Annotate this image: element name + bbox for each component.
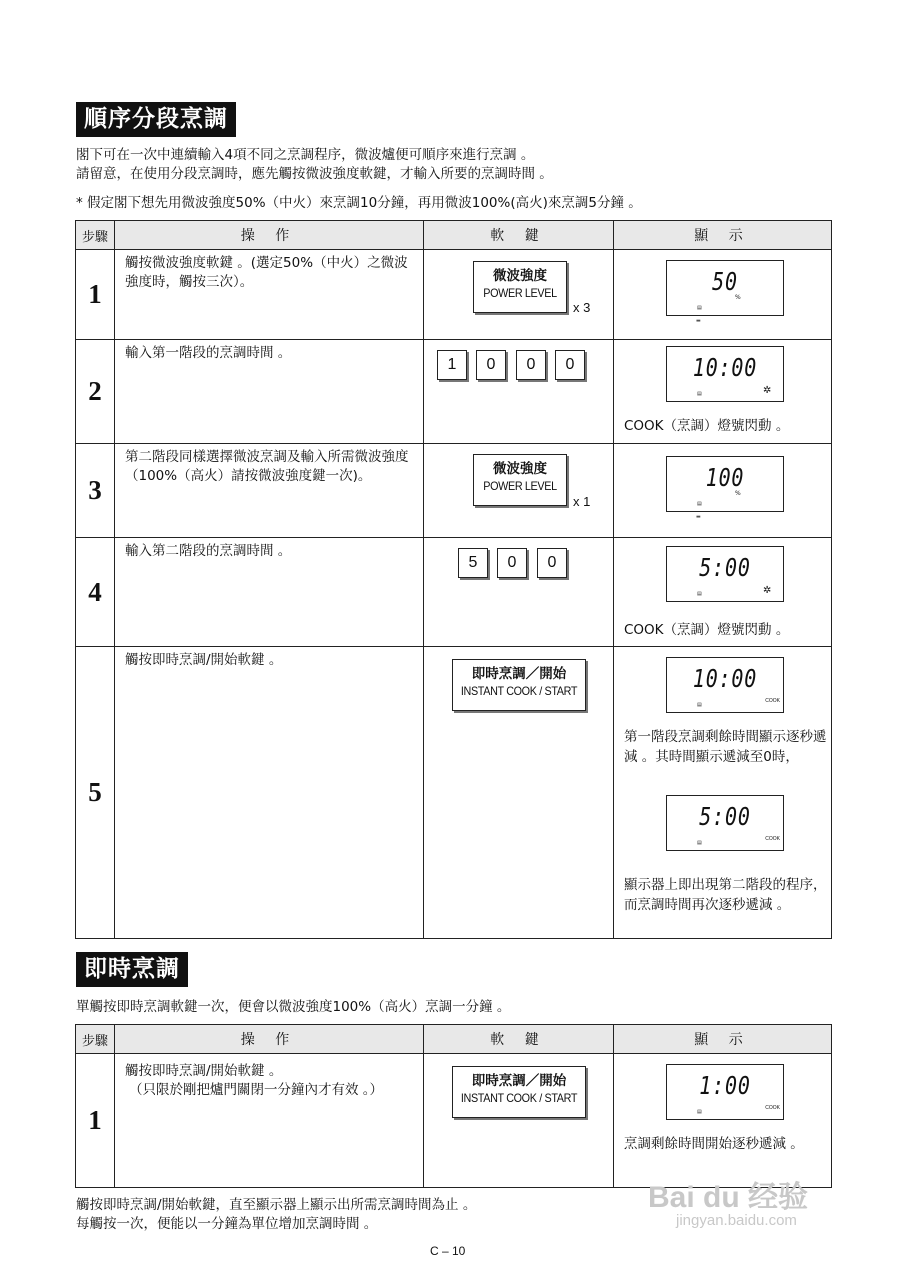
step-number: 1 [76, 1054, 115, 1188]
step-number: 3 [76, 444, 115, 538]
display-note: COOK（烹調）燈號閃動 。 [624, 418, 790, 434]
lcd-display [666, 546, 784, 602]
power-level-zh: 微波強度 [493, 268, 547, 284]
instant-cook-start-button[interactable] [452, 659, 586, 711]
header-step: 步驟 [76, 1025, 115, 1054]
key-cell [424, 538, 614, 647]
table-row [76, 250, 832, 340]
indicator-icon: ▬ [696, 514, 701, 520]
key-cell [424, 250, 614, 340]
step-operation: 第二階段同樣選擇微波烹調及輸入所需微波強度（100%（高火）請按微波強度鍵一次)。 [115, 444, 424, 538]
power-level-en: POWER LEVEL [483, 286, 557, 300]
step-operation: 觸按即時烹調/開始軟鍵 。 [115, 647, 424, 939]
key-cell [424, 444, 614, 538]
table-row [76, 538, 832, 647]
indicator-icon: ▤ [697, 305, 702, 311]
indicator-icon: ▤ [697, 840, 702, 846]
header-display: 顯 示 [614, 1025, 832, 1054]
table-row [76, 1054, 832, 1188]
start-zh: 即時烹調／開始 [471, 1073, 567, 1089]
step-operation: 輸入第一階段的烹調時間 。 [115, 340, 424, 444]
intro-line-1: 閣下可在一次中連續輸入4項不同之烹調程序，微波爐便可順序來進行烹調 。 [76, 147, 535, 163]
step-number: 4 [76, 538, 115, 647]
flash-cook-icon: ✲ [763, 585, 772, 596]
indicator-icon: ▤ [697, 1109, 702, 1115]
example-note: * 假定閣下想先用微波強度50%（中火）來烹調10分鐘，再用微波100%(高火)來烹調5分鐘 。 [76, 195, 642, 211]
lcd-value: 1:00 [699, 1071, 751, 1100]
display-cell [614, 1054, 832, 1188]
table-row [76, 647, 832, 939]
step-number: 1 [76, 250, 115, 340]
op-line-2: （只限於剛把爐門關閉一分鐘內才有效 。） [129, 1082, 384, 1098]
instant-cook-table [75, 1024, 832, 1188]
table-row [76, 340, 832, 444]
key-cell [424, 647, 614, 939]
lcd-display [666, 346, 784, 402]
power-level-en: POWER LEVEL [483, 479, 557, 493]
table-row [76, 444, 832, 538]
intro-line-2: 請留意，在使用分段烹調時，應先觸按微波強度軟鍵，才輸入所要的烹調時間 。 [76, 166, 553, 182]
power-level-zh: 微波強度 [493, 461, 547, 477]
lcd-value: 10:00 [692, 353, 758, 382]
lcd-percent: % [735, 490, 741, 497]
power-level-button[interactable] [473, 261, 567, 313]
section-title-multistage: 順序分段烹調 [76, 102, 236, 137]
start-en: INSTANT COOK / START [460, 684, 578, 698]
lcd-value: 5:00 [699, 553, 751, 582]
flash-cook-icon: ✲ [763, 385, 772, 396]
watermark-url: jingyan.baidu.com [676, 1212, 797, 1229]
lcd-value: 50 [712, 267, 738, 296]
indicator-icon: ▤ [697, 391, 702, 397]
digit-key[interactable]: 5 [458, 548, 488, 578]
op-line-1: 觸按即時烹調/開始軟鍵 。 [125, 1063, 283, 1079]
lcd-display [666, 1064, 784, 1120]
digit-key[interactable]: 0 [555, 350, 585, 380]
lcd-value: 100 [705, 463, 745, 492]
watermark-logo: Bai du 经验 [648, 1181, 809, 1214]
cook-label: COOK [765, 836, 780, 842]
header-key: 軟 鍵 [424, 221, 614, 250]
page-number: C – 10 [430, 1244, 466, 1258]
indicator-icon: ▤ [697, 702, 702, 708]
lcd-value: 10:00 [692, 664, 758, 693]
display-cell [614, 340, 832, 444]
digit-key[interactable]: 1 [437, 350, 467, 380]
press-multiplier: x 1 [573, 494, 591, 509]
digit-key[interactable]: 0 [516, 350, 546, 380]
instant-cook-start-button[interactable] [452, 1066, 586, 1118]
indicator-icon: ▤ [697, 501, 702, 507]
indicator-icon: ▬ [696, 318, 701, 324]
header-operation: 操 作 [115, 221, 424, 250]
lcd-display [666, 795, 784, 851]
step-operation [115, 1054, 424, 1188]
footer-note-2: 每觸按一次，便能以一分鐘為單位增加烹調時間 。 [76, 1216, 378, 1232]
power-level-button[interactable] [473, 454, 567, 506]
header-key: 軟 鍵 [424, 1025, 614, 1054]
cook-label: COOK [765, 698, 780, 704]
lcd-display [666, 657, 784, 713]
footer-note-1: 觸按即時烹調/開始軟鍵，直至顯示器上顯示出所需烹調時間為止 。 [76, 1197, 477, 1213]
display-note: 第一階段烹調剩餘時間顯示逐秒遞減 。其時間顯示遞減至0時， [624, 729, 827, 765]
cook-label: COOK [765, 1105, 780, 1111]
header-display: 顯 示 [614, 221, 832, 250]
press-multiplier: x 3 [573, 300, 591, 315]
key-cell [424, 1054, 614, 1188]
lcd-value: 5:00 [699, 802, 751, 831]
step-operation: 觸按微波強度軟鍵 。(選定50%（中火）之微波強度時，觸按三次）。 [115, 250, 424, 340]
section-title-instant-cook: 即時烹調 [76, 952, 188, 987]
digit-key[interactable]: 0 [476, 350, 506, 380]
instant-intro: 單觸按即時烹調軟鍵一次，便會以微波強度100%（高火）烹調一分鐘 。 [76, 999, 511, 1015]
multistage-steps-table [75, 220, 832, 939]
digit-key[interactable]: 0 [497, 548, 527, 578]
display-cell [614, 538, 832, 647]
display-cell [614, 250, 832, 340]
lcd-display [666, 260, 784, 316]
indicator-icon: ▤ [697, 591, 702, 597]
display-note: COOK（烹調）燈號閃動 。 [624, 622, 790, 638]
lcd-percent: % [735, 294, 741, 301]
display-cell [614, 647, 832, 939]
step-number: 2 [76, 340, 115, 444]
digit-key[interactable]: 0 [537, 548, 567, 578]
header-operation: 操 作 [115, 1025, 424, 1054]
lcd-display [666, 456, 784, 512]
display-note: 烹調剩餘時間開始逐秒遞減 。 [624, 1136, 804, 1152]
display-cell [614, 444, 832, 538]
start-zh: 即時烹調／開始 [471, 666, 567, 682]
header-step: 步驟 [76, 221, 115, 250]
step-operation: 輸入第二階段的烹調時間 。 [115, 538, 424, 647]
start-en: INSTANT COOK / START [460, 1091, 578, 1105]
display-note: 顯示器上即出現第二階段的程序，而烹調時間再次逐秒遞減 。 [624, 877, 827, 913]
step-number: 5 [76, 647, 115, 939]
key-cell [424, 340, 614, 444]
